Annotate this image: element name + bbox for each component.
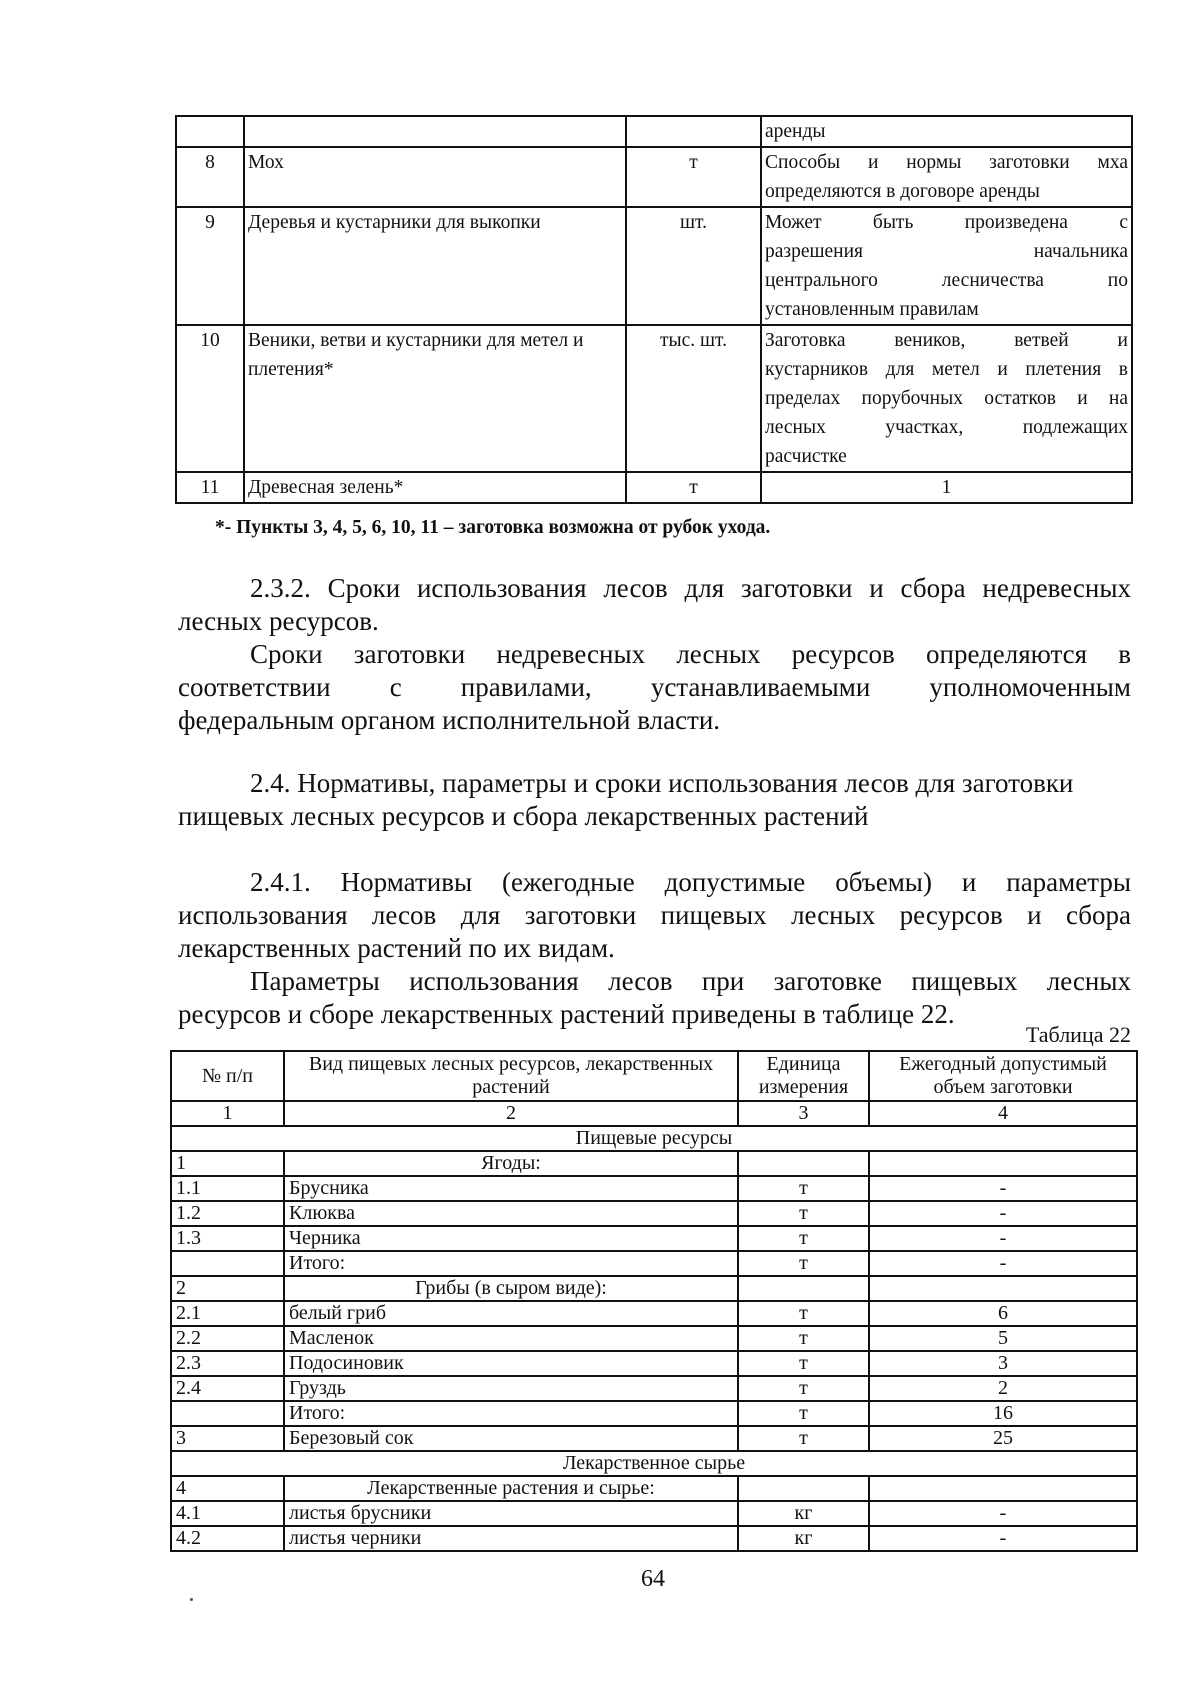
text-line: Сроки заготовки недревесных лесных ресурсов определяются в bbox=[250, 639, 1131, 669]
note-cell bbox=[761, 472, 1132, 503]
column-number: 3 bbox=[738, 1101, 869, 1126]
row-number-cell: 9 bbox=[176, 207, 244, 325]
item-unit: кг bbox=[738, 1501, 869, 1526]
table-row bbox=[171, 1501, 1137, 1526]
resource-name-cell: Деревья и кустарники для выкопки bbox=[244, 207, 626, 325]
group-row bbox=[171, 1276, 1137, 1301]
item-name: Березовый сок bbox=[284, 1426, 738, 1451]
text-line: лесных ресурсов. bbox=[178, 606, 379, 636]
item-unit bbox=[738, 1151, 869, 1176]
item-name: Ягоды: bbox=[284, 1151, 738, 1176]
unit-cell: шт. bbox=[626, 207, 761, 325]
section-row bbox=[171, 1451, 1137, 1476]
note-line: Заготовка веников, ветвей и bbox=[765, 330, 1128, 351]
table-caption: Таблица 22 bbox=[1025, 1022, 1131, 1047]
text-line: использования лесов для заготовки пищевых лесных ресурсов и сбора bbox=[178, 900, 1131, 930]
page-number: 64 bbox=[641, 1566, 665, 1592]
table-row bbox=[171, 1526, 1137, 1551]
table-row bbox=[171, 1401, 1137, 1426]
item-value: - bbox=[869, 1226, 1137, 1251]
item-unit: т bbox=[738, 1426, 869, 1451]
paragraph-2-3-2 bbox=[178, 572, 1131, 638]
note-cell bbox=[761, 207, 1132, 325]
item-number: 4.2 bbox=[171, 1526, 284, 1551]
item-number bbox=[171, 1401, 284, 1426]
note-line: кустарников для метел и плетения в bbox=[765, 359, 1128, 380]
item-number: 1.2 bbox=[171, 1201, 284, 1226]
item-unit: т bbox=[738, 1376, 869, 1401]
unit-cell: т bbox=[626, 472, 761, 503]
resource-name-cell: Древесная зелень* bbox=[244, 472, 626, 503]
text-line: соответствии с правилами, устанавливаемыми уполномоченным bbox=[178, 672, 1131, 702]
item-number: 2.2 bbox=[171, 1326, 284, 1351]
item-unit bbox=[738, 1276, 869, 1301]
item-number: 1.3 bbox=[171, 1226, 284, 1251]
note-line: лесных участках, подлежащих bbox=[765, 417, 1128, 438]
scan-speck bbox=[190, 1598, 193, 1601]
item-unit: т bbox=[738, 1251, 869, 1276]
note-line: центрального лесничества по bbox=[765, 270, 1128, 291]
table-row bbox=[171, 1226, 1137, 1251]
column-number: 4 bbox=[869, 1101, 1137, 1126]
text-line: ресурсов и сборе лекарственных растений приведены в таблице 22. bbox=[178, 999, 955, 1029]
item-unit: т bbox=[738, 1401, 869, 1426]
item-name: Грибы (в сыром виде): bbox=[284, 1276, 738, 1301]
table-row bbox=[171, 1351, 1137, 1376]
row-number-cell: 8 bbox=[176, 147, 244, 207]
resource-name-cell: Мох bbox=[244, 147, 626, 207]
section-title: Пищевые ресурсы bbox=[171, 1126, 1137, 1151]
row-number-cell bbox=[176, 116, 244, 147]
item-value: - bbox=[869, 1526, 1137, 1551]
table-footnote: *- Пункты 3, 4, 5, 6, 10, 11 – заготовка возможна от рубок ухода. bbox=[215, 517, 771, 538]
item-value: - bbox=[869, 1251, 1137, 1276]
table-row bbox=[171, 1376, 1137, 1401]
note-value: 1 bbox=[941, 477, 952, 498]
item-number: 2.4 bbox=[171, 1376, 284, 1401]
unit-cell bbox=[626, 116, 761, 147]
item-name: Подосиновик bbox=[284, 1351, 738, 1376]
item-unit: т bbox=[738, 1201, 869, 1226]
paragraph-2-4-1-body bbox=[178, 965, 1131, 1031]
table-forest-resources-continued bbox=[175, 115, 1133, 504]
table-row bbox=[171, 1301, 1137, 1326]
item-number: 4 bbox=[171, 1476, 284, 1501]
table-header-row bbox=[171, 1051, 1137, 1101]
item-name: Итого: bbox=[284, 1251, 738, 1276]
header-cell: Ежегодный допустимый объем заготовки bbox=[869, 1051, 1137, 1101]
note-cell bbox=[761, 147, 1132, 207]
item-number: 2.1 bbox=[171, 1301, 284, 1326]
item-value: 25 bbox=[869, 1426, 1137, 1451]
item-value: - bbox=[869, 1201, 1137, 1226]
item-number: 1 bbox=[171, 1151, 284, 1176]
text-line: 2.4.1. Нормативы (ежегодные допустимые объемы) и параметры bbox=[250, 867, 1131, 897]
item-unit: т bbox=[738, 1176, 869, 1201]
item-name: Клюква bbox=[284, 1201, 738, 1226]
resource-name-cell bbox=[244, 116, 626, 147]
note-line: разрешения начальника bbox=[765, 241, 1128, 262]
item-name: Груздь bbox=[284, 1376, 738, 1401]
item-number: 1.1 bbox=[171, 1176, 284, 1201]
table-row bbox=[176, 116, 1132, 147]
item-name: белый гриб bbox=[284, 1301, 738, 1326]
item-number bbox=[171, 1251, 284, 1276]
column-number-row bbox=[171, 1101, 1137, 1126]
item-value bbox=[869, 1276, 1137, 1301]
resource-name-cell: Веники, ветви и кустарники для метел и плетения* bbox=[244, 325, 626, 472]
note-line: расчистке bbox=[765, 446, 847, 467]
item-name: Черника bbox=[284, 1226, 738, 1251]
item-value bbox=[869, 1476, 1137, 1501]
item-value: - bbox=[869, 1501, 1137, 1526]
table-row bbox=[171, 1176, 1137, 1201]
item-value: - bbox=[869, 1176, 1137, 1201]
table-row bbox=[171, 1251, 1137, 1276]
note-line: Может быть произведена с bbox=[765, 212, 1128, 233]
table-row bbox=[176, 207, 1132, 325]
unit-cell: т bbox=[626, 147, 761, 207]
table-row bbox=[176, 147, 1132, 207]
item-value: 6 bbox=[869, 1301, 1137, 1326]
item-value: 2 bbox=[869, 1376, 1137, 1401]
group-row bbox=[171, 1476, 1137, 1501]
group-row bbox=[171, 1151, 1137, 1176]
item-name: Итого: bbox=[284, 1401, 738, 1426]
item-name: листья брусники bbox=[284, 1501, 738, 1526]
table-row bbox=[171, 1201, 1137, 1226]
row-number-cell: 11 bbox=[176, 472, 244, 503]
note-line: определяются в договоре аренды bbox=[765, 181, 1040, 202]
unit-cell: тыс. шт. bbox=[626, 325, 761, 472]
header-cell: Единица измерения bbox=[738, 1051, 869, 1101]
item-unit: т bbox=[738, 1351, 869, 1376]
note-line: аренды bbox=[765, 121, 826, 142]
column-number: 2 bbox=[284, 1101, 738, 1126]
text-line: лекарственных растений по их видам. bbox=[178, 933, 615, 963]
table-row bbox=[171, 1426, 1137, 1451]
item-name: Масленок bbox=[284, 1326, 738, 1351]
item-unit bbox=[738, 1476, 869, 1501]
table-22-food-resources bbox=[170, 1050, 1138, 1552]
note-line: установленным правилам bbox=[765, 299, 979, 320]
paragraph-2-3-2-body bbox=[178, 638, 1131, 737]
section-row bbox=[171, 1126, 1137, 1151]
item-number: 2.3 bbox=[171, 1351, 284, 1376]
note-line: Способы и нормы заготовки мха bbox=[765, 152, 1128, 173]
table-row bbox=[176, 325, 1132, 472]
item-value: 3 bbox=[869, 1351, 1137, 1376]
note-cell bbox=[761, 325, 1132, 472]
item-value: 5 bbox=[869, 1326, 1137, 1351]
paragraph-2-4-1 bbox=[178, 866, 1131, 965]
text-line: 2.3.2. Сроки использования лесов для заготовки и сбора недревесных bbox=[250, 573, 1131, 603]
item-number: 2 bbox=[171, 1276, 284, 1301]
item-value bbox=[869, 1151, 1137, 1176]
item-name: листья черники bbox=[284, 1526, 738, 1551]
row-number-cell: 10 bbox=[176, 325, 244, 472]
note-line: пределах порубочных остатков и на bbox=[765, 388, 1128, 409]
item-name: Брусника bbox=[284, 1176, 738, 1201]
header-cell: Вид пищевых лесных ресурсов, лекарственных растений bbox=[284, 1051, 738, 1101]
text-line: федеральным органом исполнительной власти. bbox=[178, 705, 721, 735]
item-number: 3 bbox=[171, 1426, 284, 1451]
header-cell: № п/п bbox=[171, 1051, 284, 1101]
text-line: 2.4. Нормативы, параметры и сроки использования лесов для заготовки bbox=[250, 768, 1074, 798]
section-heading-2-4 bbox=[178, 767, 1131, 833]
table-row bbox=[176, 472, 1132, 503]
text-line: пищевых лесных ресурсов и сбора лекарственных растений bbox=[178, 801, 869, 831]
item-value: 16 bbox=[869, 1401, 1137, 1426]
item-unit: т bbox=[738, 1326, 869, 1351]
section-title: Лекарственное сырье bbox=[171, 1451, 1137, 1476]
item-unit: т bbox=[738, 1301, 869, 1326]
item-name: Лекарственные растения и сырье: bbox=[284, 1476, 738, 1501]
column-number: 1 bbox=[171, 1101, 284, 1126]
item-number: 4.1 bbox=[171, 1501, 284, 1526]
table-row bbox=[171, 1326, 1137, 1351]
text-line: Параметры использования лесов при заготовке пищевых лесных bbox=[250, 966, 1131, 996]
item-unit: кг bbox=[738, 1526, 869, 1551]
item-unit: т bbox=[738, 1226, 869, 1251]
note-cell bbox=[761, 116, 1132, 147]
